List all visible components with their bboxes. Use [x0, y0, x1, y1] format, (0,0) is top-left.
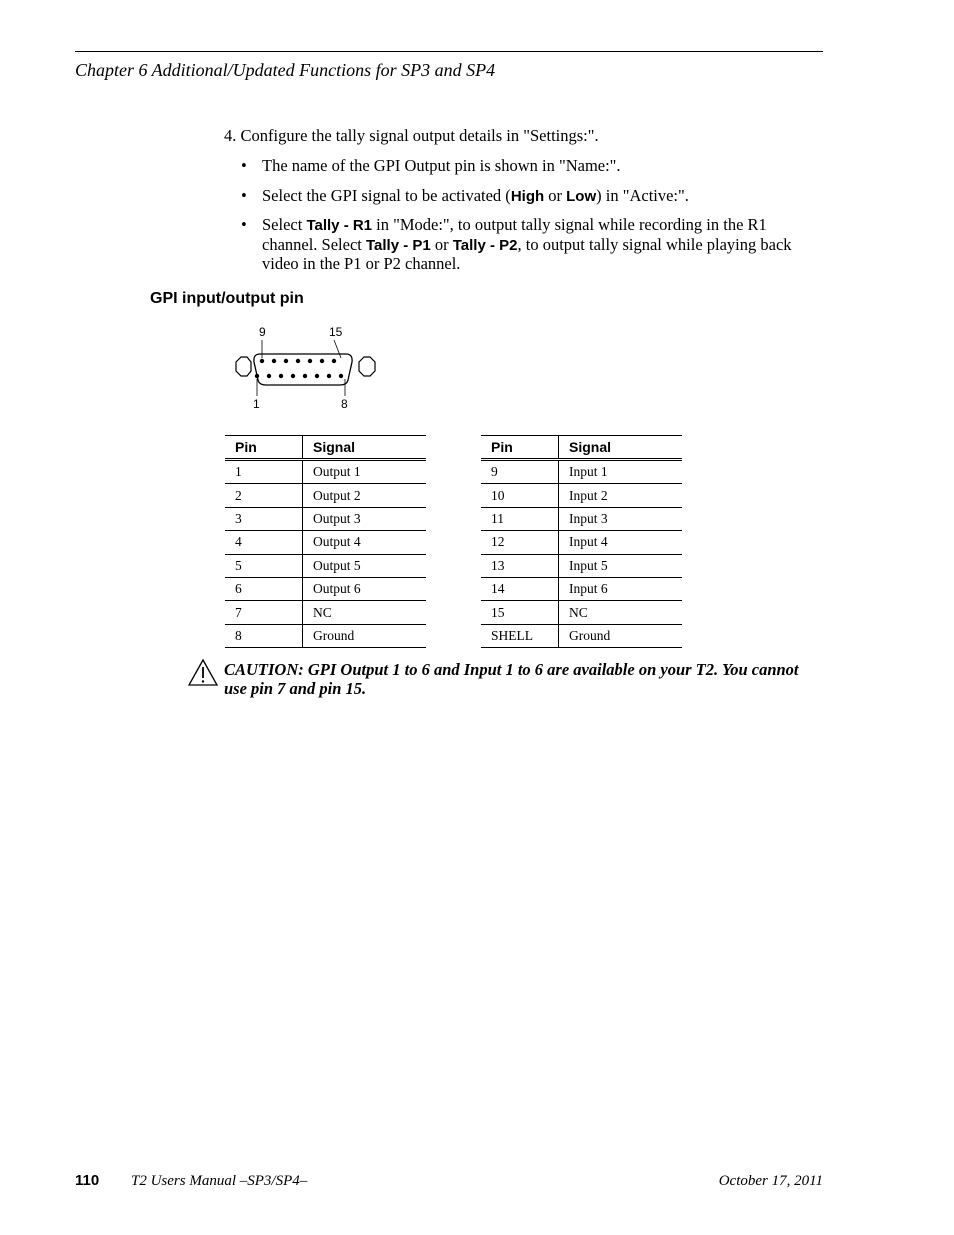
- bullet-text: The name of the GPI Output pin is shown in "Name:".: [262, 156, 621, 175]
- pin-cell: 12: [481, 531, 559, 554]
- table-row: [481, 554, 682, 577]
- header-rule: [75, 51, 823, 52]
- table-row: [225, 624, 426, 647]
- table-row: [225, 484, 426, 507]
- table-row: [481, 601, 682, 624]
- table-row: [225, 507, 426, 530]
- column-header-signal: Signal: [303, 436, 427, 460]
- table-row: [481, 531, 682, 554]
- pin-cell: 5: [225, 554, 303, 577]
- pin-cell: 6: [225, 577, 303, 600]
- signal-cell: Input 3: [559, 507, 683, 530]
- mounting-hole-right: [359, 357, 375, 376]
- table-row: [225, 601, 426, 624]
- pin-cell: 4: [225, 531, 303, 554]
- table-row: [481, 460, 682, 484]
- pin-cell: 10: [481, 484, 559, 507]
- column-header-signal: Signal: [559, 436, 683, 460]
- keyword-tally-r1: Tally - R1: [306, 217, 373, 234]
- db15-connector-diagram: [220, 320, 390, 415]
- bullet-dot: •: [241, 156, 247, 175]
- column-header-pin: Pin: [225, 436, 303, 460]
- pin-cell: 8: [225, 624, 303, 647]
- signal-cell: Input 1: [559, 460, 683, 484]
- signal-cell: Input 4: [559, 531, 683, 554]
- bullet-text: Select Tally - R1 in "Mode:", to output tally signal while recording in the R1 channel. Select Tally - P1 or Tally - P2, to output tally signal while playing back video in the P1 or P2 channel.: [262, 215, 792, 273]
- table-row: [481, 624, 682, 647]
- footer-manual-title: T2 Users Manual –SP3/SP4–: [131, 1173, 308, 1189]
- caution-warning-icon: [187, 658, 219, 687]
- footer-date: October 17, 2011: [718, 1173, 823, 1189]
- column-header-pin: Pin: [481, 436, 559, 460]
- step-4-text: 4. Configure the tally signal output details in "Settings:".: [224, 126, 599, 145]
- table-header-row: [481, 436, 682, 460]
- pin-cell: 7: [225, 601, 303, 624]
- pin-label-1: 1: [253, 397, 260, 411]
- mounting-hole-left: [236, 357, 251, 376]
- pin-cell: 13: [481, 554, 559, 577]
- connector-shell: [254, 354, 352, 385]
- signal-cell: Output 1: [303, 460, 427, 484]
- keyword-low: Low: [566, 188, 597, 205]
- signal-cell: Input 6: [559, 577, 683, 600]
- pin-cell: 14: [481, 577, 559, 600]
- pin-cell: 3: [225, 507, 303, 530]
- signal-cell: NC: [559, 601, 683, 624]
- signal-cell: Output 3: [303, 507, 427, 530]
- table-row: [481, 577, 682, 600]
- signal-cell: Input 5: [559, 554, 683, 577]
- table-row: [481, 507, 682, 530]
- table-header-row: [225, 436, 426, 460]
- caution-text: CAUTION: GPI Output 1 to 6 and Input 1 to 6 are available on your T2. You cannot use pin 7 and pin 15.: [224, 660, 799, 698]
- signal-cell: Output 4: [303, 531, 427, 554]
- signal-cell: NC: [303, 601, 427, 624]
- pin-cell: 2: [225, 484, 303, 507]
- table-row: [481, 484, 682, 507]
- signal-cell: Ground: [303, 624, 427, 647]
- pin-label-9: 9: [259, 325, 266, 339]
- signal-cell: Ground: [559, 624, 683, 647]
- keyword-high: High: [510, 188, 545, 205]
- pin-label-8: 8: [341, 397, 348, 411]
- table-row: [225, 460, 426, 484]
- keyword-tally-p2: Tally - P2: [452, 236, 518, 254]
- signal-cell: Output 6: [303, 577, 427, 600]
- bullet-text: Select the GPI signal to be activated (High or Low) in "Active:".: [262, 186, 689, 205]
- pin-cell: 1: [225, 460, 303, 484]
- signal-cell: Input 2: [559, 484, 683, 507]
- pin-table-inputs: [481, 435, 682, 648]
- bullet-dot: •: [241, 186, 247, 205]
- pin-cell: 15: [481, 601, 559, 624]
- signal-cell: Output 5: [303, 554, 427, 577]
- bullet-dot: •: [241, 215, 247, 234]
- footer-page-number: 110: [75, 1172, 100, 1189]
- chapter-header: Chapter 6 Additional/Updated Functions for SP3 and SP4: [75, 60, 496, 80]
- pin-cell: SHELL: [481, 624, 559, 647]
- pin-label-15: 15: [329, 325, 343, 339]
- table-row: [225, 531, 426, 554]
- keyword-tally-p1: Tally - P1: [366, 236, 431, 254]
- signal-cell: Output 2: [303, 484, 427, 507]
- pin-cell: 9: [481, 460, 559, 484]
- section-title: GPI input/output pin: [150, 290, 304, 307]
- pin-cell: 11: [481, 507, 559, 530]
- pin-table-outputs: [225, 435, 426, 648]
- table-row: [225, 577, 426, 600]
- table-row: [225, 554, 426, 577]
